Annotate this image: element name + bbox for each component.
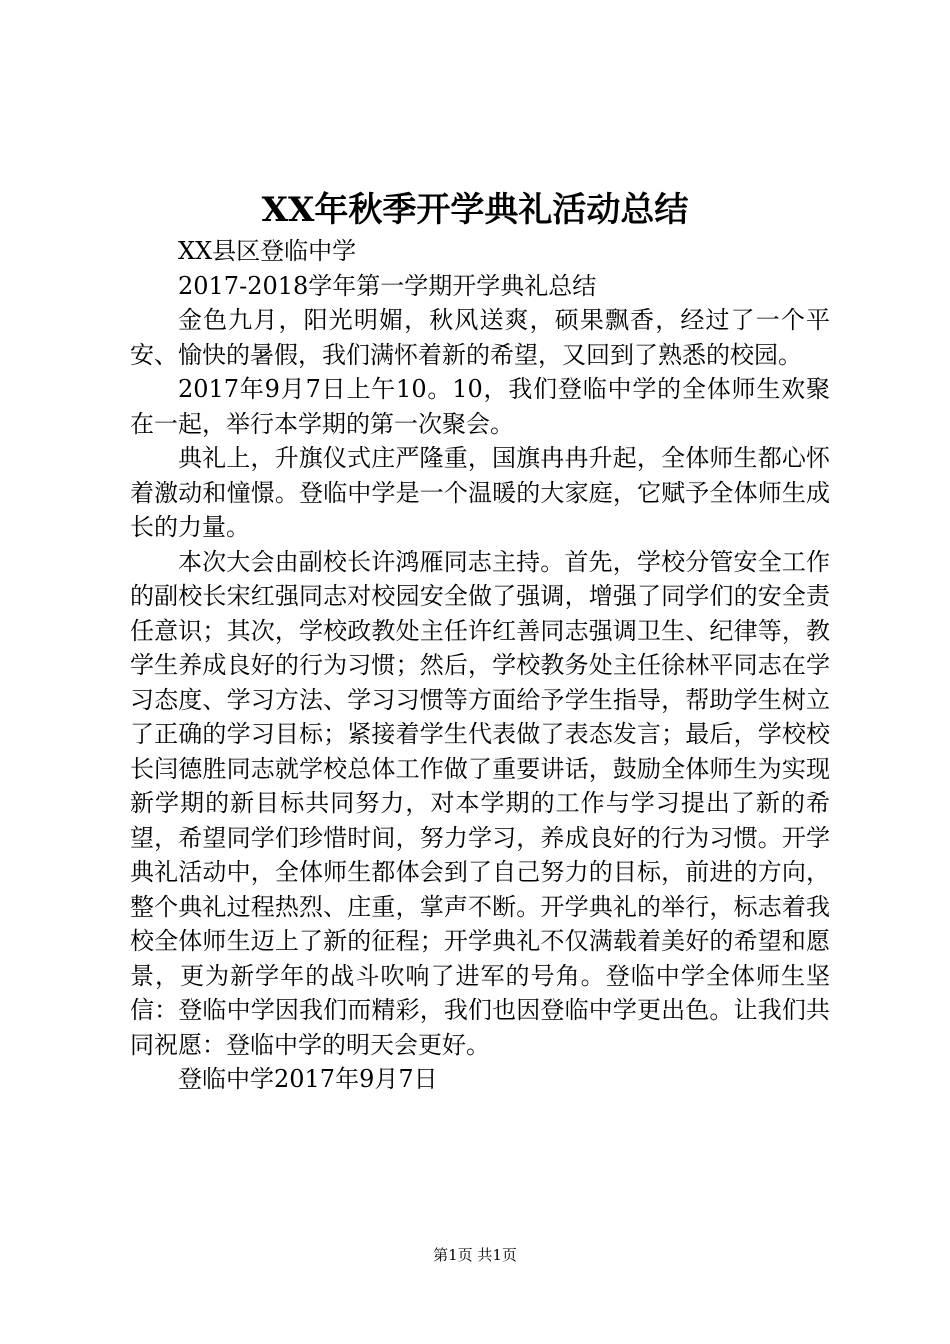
signature-line: 登临中学2017年9月7日 — [178, 1065, 438, 1093]
school-name-line: XX县区登临中学 — [178, 237, 357, 265]
document-body — [130, 234, 830, 1097]
page-footer: 第1页 共1页 — [433, 1246, 517, 1264]
body-paragraph-intro: 金色九月，阳光明媚，秋风送爽，硕果飘香，经过了一个平安、愉快的暑假，我们满怀着新的希望，又回到了熟悉的校园。 — [130, 306, 830, 369]
subtitle-line: 2017-2018学年第一学期开学典礼总结 — [178, 271, 597, 300]
body-paragraph-main: 本次大会由副校长许鸿雁同志主持。首先，学校分管安全工作的副校长宋红强同志对校园安全做了强调，增强了同学们的安全责任意识；其次，学校政教处主任许红善同志强调卫生、纪律等，教学生养成良好的行为习惯；然后，学校教务处主任徐林平同志在学习态度、学习方法、学习习惯等方面给予学生指导，帮助学生树立了正确的学习目标；紧接着学生代表做了表态发言；最后，学校校长闫德胜同志就学校总体工作做了重要讲话，鼓励全体师生为实现新学期的新目标共同努力，对本学期的工作与学习提出了新的希望，希望同学们珍惜时间，努力学习，养成良好的行为习惯。开学典礼活动中，全体师生都体会到了自己努力的目标，前进的方向，整个典礼过程热烈、庄重，掌声不断。开学典礼的举行，标志着我校全体师生迈上了新的征程；开学典礼不仅满载着美好的希望和愿景，更为新学年的战斗吹响了进军的号角。登临中学全体师生坚信：登临中学因我们而精彩，我们也因登临中学更出色。让我们共同祝愿：登临中学的明天会更好。 — [130, 547, 830, 1059]
body-paragraph-date: 2017年9月7日上午10。10，我们登临中学的全体师生欢聚在一起，举行本学期的第一次聚会。 — [130, 375, 830, 438]
body-paragraph-ceremony: 典礼上，升旗仪式庄严隆重，国旗冉冉升起，全体师生都心怀着激动和憧憬。登临中学是一个温暖的大家庭，它赋予全体师生成长的力量。 — [130, 444, 830, 541]
document-title: XX年秋季开学典礼活动总结 — [261, 190, 689, 230]
